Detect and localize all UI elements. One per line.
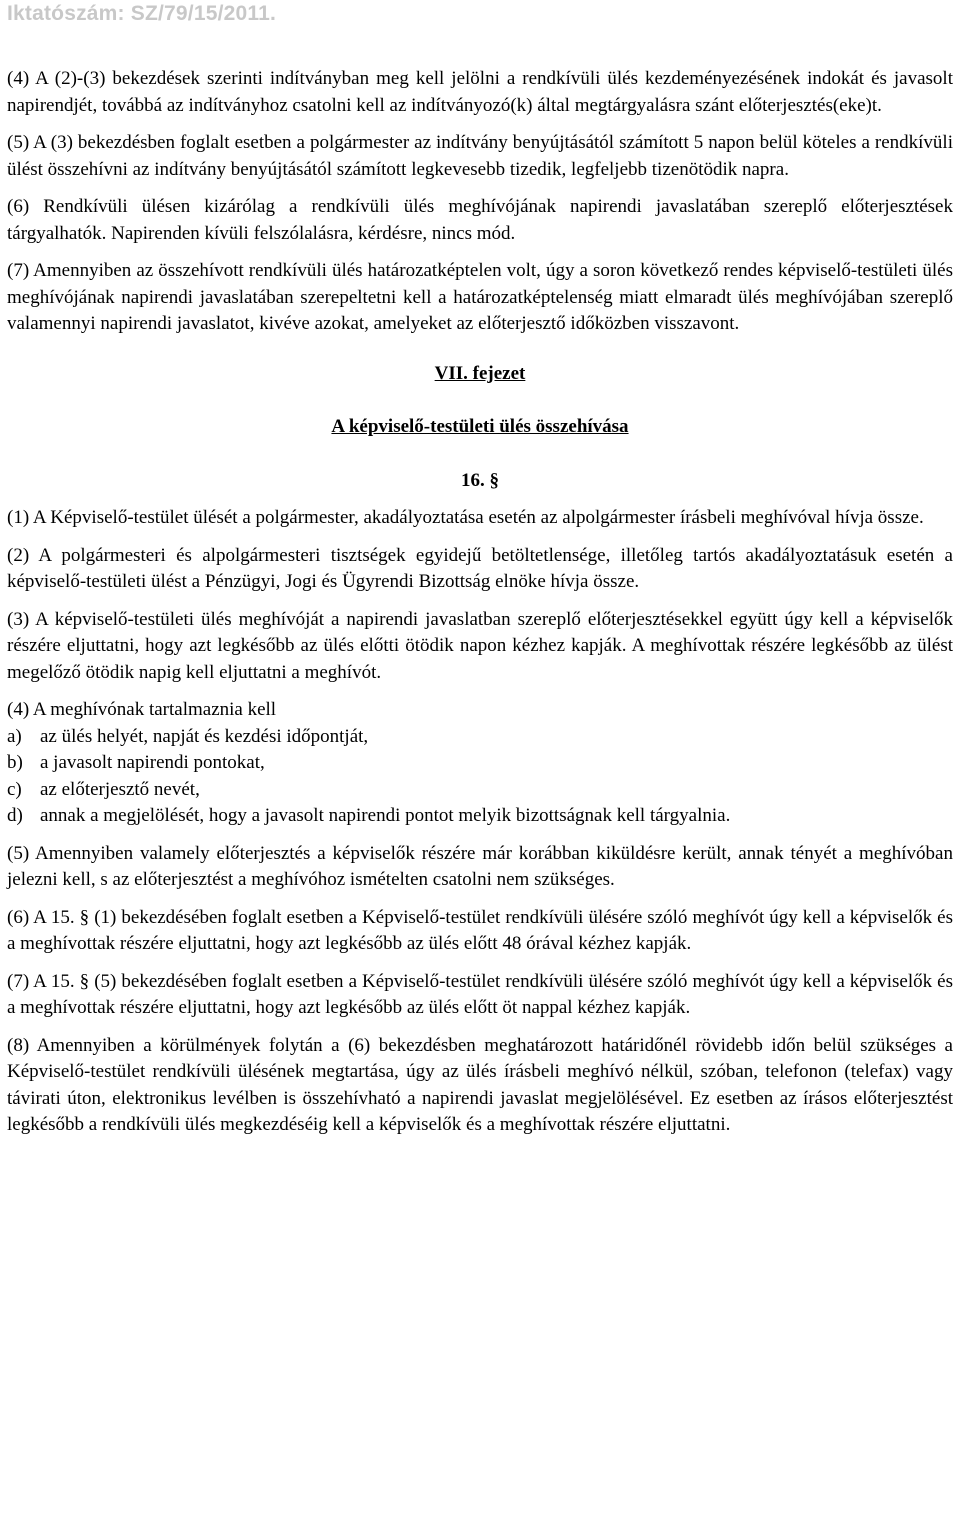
paragraph-16-2: (2) A polgármesteri és alpolgármesteri tisztségek egyidejű betöltetlensége, illetőleg tartós akadályoztatásuk esetén a képviselő-testületi ülést a Pénzügyi, Jogi és Ügyrendi Bizottság elnöke hívja össze. <box>7 544 953 592</box>
paragraph-15-6: (6) Rendkívüli ülésen kizárólag a rendkívüli ülés meghívójának napirendi javaslatában szereplő előterjesztések tárgyalhatók. Napirenden kívüli felszólalásra, kérdésre, nincs mód. <box>7 196 953 244</box>
list-item-text: a javasolt napirendi pontokat, <box>40 752 265 773</box>
paragraph-16-3: (3) A képviselő-testületi ülés meghívóját a napirendi javaslatban szereplő előterjesztésekkel együtt úgy kell a képviselők részére eljuttatni, hogy azt legkésőbb az ülés előtti ötödik napon kézhez kapják. A meghívottak részére legkésőbb az ülést megelőző ötödik napig kell eljuttatni a meghívót. <box>7 608 953 683</box>
list-item <box>7 803 953 830</box>
paragraph-16-1: (1) A Képviselő-testület ülését a polgármester, akadályoztatása esetén az alpolgármester írásbeli meghívóval hívja össze. <box>7 507 924 528</box>
list-item-letter: d) <box>7 805 23 826</box>
list-item-text: az előterjesztő nevét, <box>40 778 200 800</box>
list-item <box>7 750 953 777</box>
document-reference-header: Iktatószám: SZ/79/15/2011. <box>7 2 277 25</box>
invitation-contents <box>7 697 953 830</box>
paragraph-15-5: (5) A (3) bekezdésben foglalt esetben a polgármester az indítvány benyújtásától számított 5 napon belül köteles a rendkívüli ülést összehívni az indítvány benyújtásától számított legkevesebb tizedik, legfeljebb tizenötödik napra. <box>7 132 953 180</box>
list-item <box>7 777 953 804</box>
section-number: 16. § <box>461 469 499 491</box>
paragraph-16-7: (7) A 15. § (5) bekezdésében foglalt esetben a Képviselő-testület rendkívüli ülésére szóló meghívót úgy kell a képviselők és a meghívottak részére eljuttatni, hogy azt legkésőbb az ülés előtt öt nappal kézhez kapják. <box>7 970 953 1018</box>
paragraph-15-4: (4) A (2)-(3) bekezdések szerinti indítványban meg kell jelölni a rendkívüli ülés kezdeményezésének indokát és javasolt napirendjét, továbbá az indítványhoz csatolni kell az indítványozó(k) által megtárgyalásra szánt előterjesztés(eke)t. <box>7 68 953 116</box>
list-item-text: az ülés helyét, napját és kezdési időpontját, <box>40 725 369 747</box>
list-item-text: annak a megjelölését, hogy a javasolt napirendi pontot melyik bizottságnak kell tárgyalnia. <box>40 805 731 826</box>
chapter-title: A képviselő-testületi ülés összehívása <box>331 416 629 437</box>
list-item-letter: b) <box>7 752 23 773</box>
paragraph-16-4-intro: (4) A meghívónak tartalmaznia kell <box>7 699 277 720</box>
list-item <box>7 724 953 751</box>
document-body <box>7 66 953 1150</box>
list-item-letter: a) <box>7 725 22 747</box>
paragraph-16-5: (5) Amennyiben valamely előterjesztés a képviselők részére már korábban kiküldésre került, annak tényét a meghívóban jelezni kell, s az előterjesztést a meghívóhoz ismételten csatolni nem szükséges. <box>7 842 953 890</box>
paragraph-16-6: (6) A 15. § (1) bekezdésében foglalt esetben a Képviselő-testület rendkívüli ülésére szóló meghívót úgy kell a képviselők és a meghívottak részére eljuttatni, hogy azt legkésőbb az ülés előtt 48 órával kézhez kapják. <box>7 906 953 954</box>
paragraph-15-7: (7) Amennyiben az összehívott rendkívüli ülés határozatképtelen volt, úgy a soron következő rendes képviselő-testületi ülés meghívójának napirendi javaslatában szerepeltetni kell a határozatképtelenség miatt elmaradt ülés meghívójában szereplő valamennyi napirendi javaslatot, kivéve azokat, amelyeket az előterjesztő időközben visszavont. <box>7 260 953 334</box>
list-item-letter: c) <box>7 778 22 800</box>
chapter-label: VII. fejezet <box>434 362 526 384</box>
paragraph-16-8: (8) Amennyiben a körülmények folytán a (6) bekezdésben meghatározott határidőnél rövidebb időn belül szükséges a Képviselő-testület rendkívüli ülésének megtartása, úgy az ülés írásbeli meghívó nélkül, szóban, telefonon (telefax) vagy távirati úton, elektronikus levélben is összehívható a napirendi javaslat megjelölésével. Ez esetben az írásos előterjesztést legkésőbb a rendkívüli ülés megkezdéséig kell a képviselők és a meghívottak részére eljuttatni. <box>7 1034 953 1135</box>
